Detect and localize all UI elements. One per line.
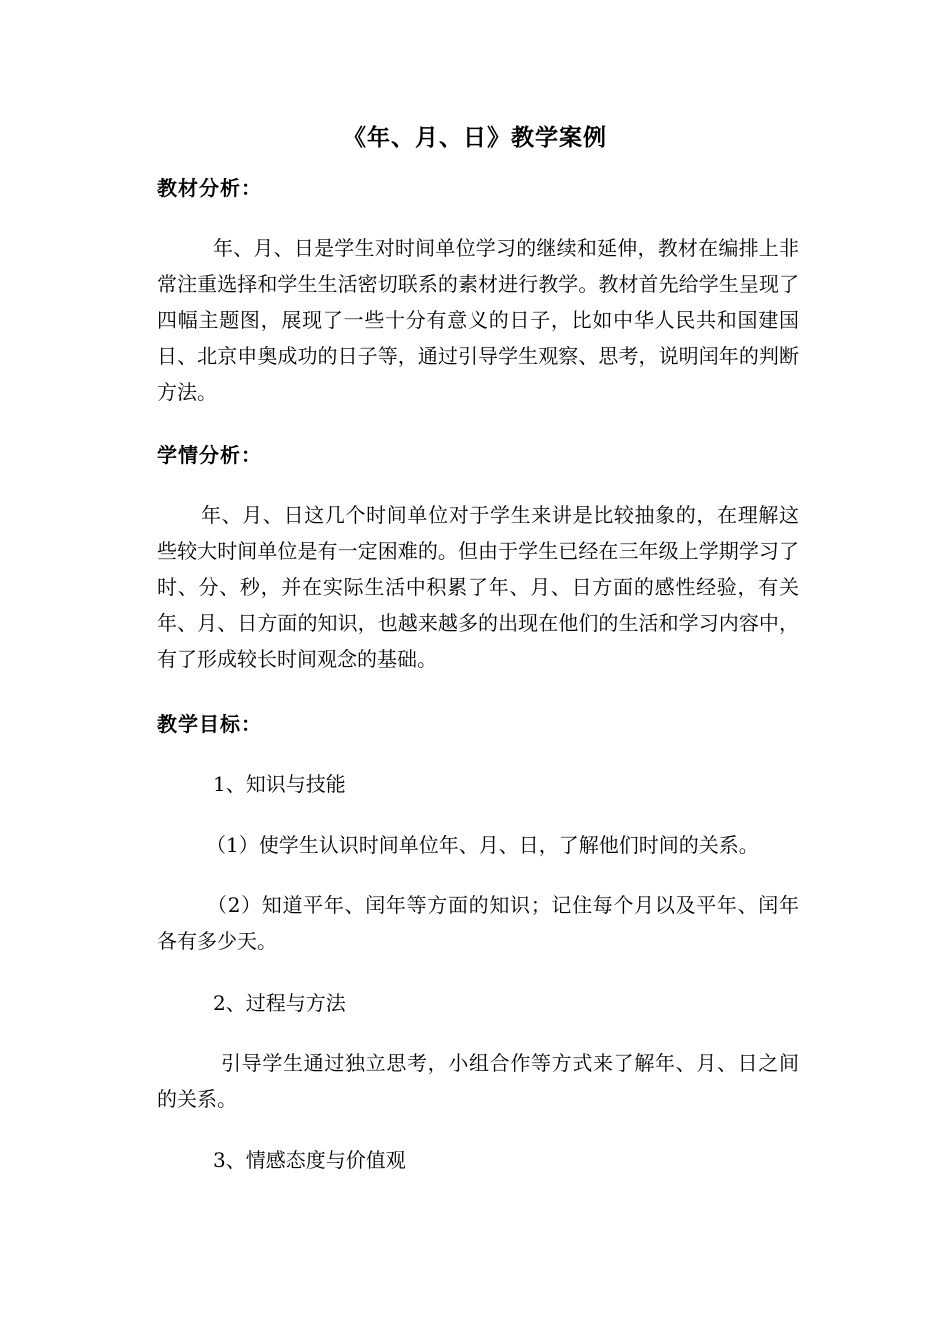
heading-teaching-goals: 教学目标： [157, 712, 262, 736]
goal-emotion-values-title: 3、情感态度与价值观 [213, 1148, 406, 1172]
paragraph-material-analysis: 年、月、日是学生对时间单位学习的继续和延伸，教材在编排上非常注重选择和学生生活密切联系的素材进行教学。教材首先给学生呈现了四幅主题图，展现了一些十分有意义的日子，比如中华人民共和国建国日、北京申奥成功的日子等，通过引导学生观察、思考，说明闰年的判断方法。 [157, 236, 799, 404]
goal-knowledge-item-1: （1）使学生认识时间单位年、月、日，了解他们时间的关系。 [206, 833, 759, 857]
goal-process-method-title: 2、过程与方法 [213, 991, 346, 1015]
heading-learner-analysis: 学情分析： [157, 443, 262, 467]
heading-material-analysis: 教材分析： [157, 176, 262, 200]
paragraph-learner-analysis: 年、月、日这几个时间单位对于学生来讲是比较抽象的，在理解这些较大时间单位是有一定困难的。但由于学生已经在三年级上学期学习了时、分、秒，并在实际生活中积累了年、月、日方面的感性经验，有关年、月、日方面的知识，也越来越多的出现在他们的生活和学习内容中，有了形成较长时间观念的基础。 [157, 503, 799, 671]
goal-knowledge-skills-title: 1、知识与技能 [213, 772, 346, 796]
goal-process-method-body: 引导学生通过独立思考，小组合作等方式来了解年、月、日之间的关系。 [157, 1051, 799, 1111]
document-title: 《年、月、日》教学案例 [343, 125, 607, 151]
goal-knowledge-item-2: （2）知道平年、闰年等方面的知识；记住每个月以及平年、闰年各有多少天。 [157, 893, 799, 953]
